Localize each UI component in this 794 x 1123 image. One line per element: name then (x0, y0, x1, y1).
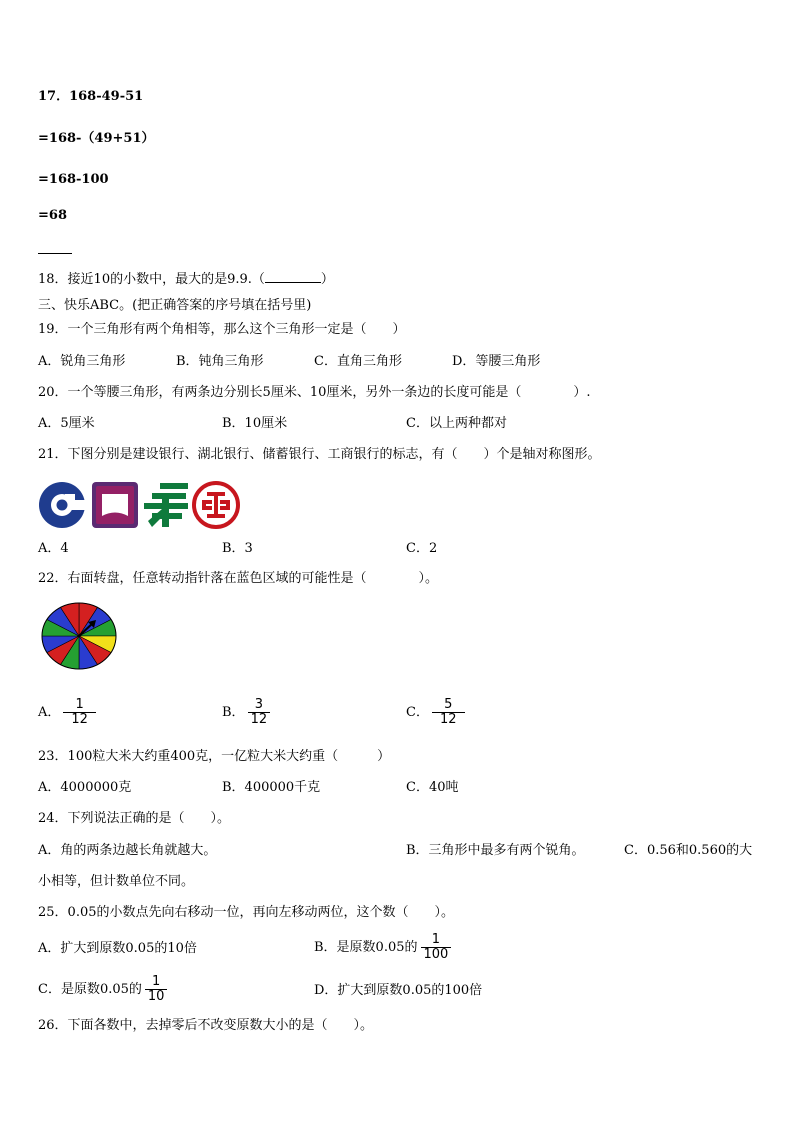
q23-option-c[interactable]: C．40吨 (406, 780, 459, 795)
q19-stem: 19．一个三角形有两个角相等，那么这个三角形一定是（ ） (38, 322, 406, 337)
q19-option-c[interactable]: C．直角三角形 (314, 354, 402, 369)
q22-option-c[interactable] (406, 698, 468, 727)
fraction-numerator: 1 (75, 697, 84, 712)
q25-option-b[interactable] (314, 932, 454, 964)
section-3-title: 三、快乐ABC。(把正确答案的序号填在括号里) (38, 298, 312, 313)
q19-option-d[interactable]: D．等腰三角形 (452, 354, 541, 369)
postal-savings-logo-icon (142, 481, 190, 529)
fraction-denominator: 12 (432, 712, 465, 727)
q17-line-2: =168-（49+51） (38, 131, 155, 146)
fraction-numerator: 3 (254, 697, 263, 712)
q25-option-a[interactable]: A．扩大到原数0.05的10倍 (38, 941, 197, 956)
q25-option-b-text: B．是原数0.05的 (314, 940, 418, 955)
fraction-denominator: 12 (248, 712, 271, 727)
fraction-numerator: 5 (444, 697, 453, 712)
q18-text-before: 18．接近10的小数中，最大的是9.9.（ (38, 272, 265, 287)
fraction-denominator: 12 (63, 712, 96, 727)
q23-stem: 23．100粒大米大约重400克，一亿粒大米大约重（ ） (38, 749, 391, 764)
q24-option-c-continued: 小相等，但计数单位不同。 (38, 874, 195, 889)
q18-answer-blank[interactable] (265, 270, 321, 283)
q24-option-c[interactable]: C．0.56和0.560的大 (624, 843, 753, 858)
fraction-denominator: 100 (421, 947, 452, 962)
spinner-wheel (40, 601, 118, 671)
q21-option-b[interactable]: B．3 (222, 541, 253, 556)
icbc-logo-icon (192, 481, 240, 529)
q21-stem: 21．下图分别是建设银行、湖北银行、储蓄银行、工商银行的标志，有（ ）个是轴对称图形。 (38, 447, 601, 462)
q20-option-b[interactable]: B．10厘米 (222, 416, 288, 431)
q24-stem: 24．下列说法正确的是（ ）。 (38, 811, 231, 826)
q22-stem: 22．右面转盘，任意转动指针落在蓝色区域的可能性是（ ）。 (38, 571, 439, 586)
q17-line-1: 17．168-49-51 (38, 89, 144, 104)
q20-stem: 20．一个等腰三角形，有两条边分别长5厘米、10厘米，另外一条边的长度可能是（ ）. (38, 385, 591, 400)
q25-stem: 25．0.05的小数点先向右移动一位，再向左移动两位，这个数（ ）。 (38, 905, 454, 920)
q25-option-c-fraction (145, 975, 168, 1004)
q25-option-c[interactable] (38, 974, 170, 1006)
fraction-denominator: 10 (145, 989, 168, 1004)
fraction-numerator: 1 (152, 974, 161, 989)
q18-stem (38, 270, 334, 289)
q22-option-c-label: C． (406, 705, 429, 720)
q20-option-a[interactable]: A．5厘米 (38, 416, 95, 431)
q18-text-after: ） (320, 272, 334, 287)
q17-line-3: =168-100 (38, 172, 109, 187)
answer-underline (38, 253, 72, 254)
q19-option-a[interactable]: A．锐角三角形 (38, 354, 126, 369)
q24-option-b[interactable]: B．三角形中最多有两个锐角。 (406, 843, 585, 858)
q21-option-c[interactable]: C．2 (406, 541, 438, 556)
q22-option-a[interactable] (38, 698, 99, 727)
q25-option-b-fraction (421, 933, 452, 962)
q22-option-a-label: A． (38, 705, 61, 720)
q17-line-4: =68 (38, 208, 67, 223)
q23-option-a[interactable]: A．4000000克 (38, 780, 132, 795)
q22-option-b-fraction (248, 698, 271, 727)
q20-option-c[interactable]: C．以上两种都对 (406, 416, 507, 431)
fraction-numerator: 1 (431, 932, 441, 947)
q24-option-a[interactable]: A．角的两条边越长角就越大。 (38, 843, 217, 858)
q22-option-a-fraction (63, 698, 96, 727)
q19-option-b[interactable]: B．钝角三角形 (176, 354, 264, 369)
q25-option-d[interactable]: D．扩大到原数0.05的100倍 (314, 983, 483, 998)
q22-option-b-label: B． (222, 705, 245, 720)
q25-option-c-text: C．是原数0.05的 (38, 982, 142, 997)
hubei-bank-logo-icon (91, 481, 139, 529)
q22-option-c-fraction (432, 698, 465, 727)
q23-option-b[interactable]: B．400000千克 (222, 780, 321, 795)
q26-stem: 26．下面各数中，去掉零后不改变原数大小的是（ ）。 (38, 1018, 374, 1033)
ccb-logo-icon (38, 481, 86, 529)
q22-option-b[interactable] (222, 698, 273, 727)
q21-option-a[interactable]: A．4 (38, 541, 69, 556)
